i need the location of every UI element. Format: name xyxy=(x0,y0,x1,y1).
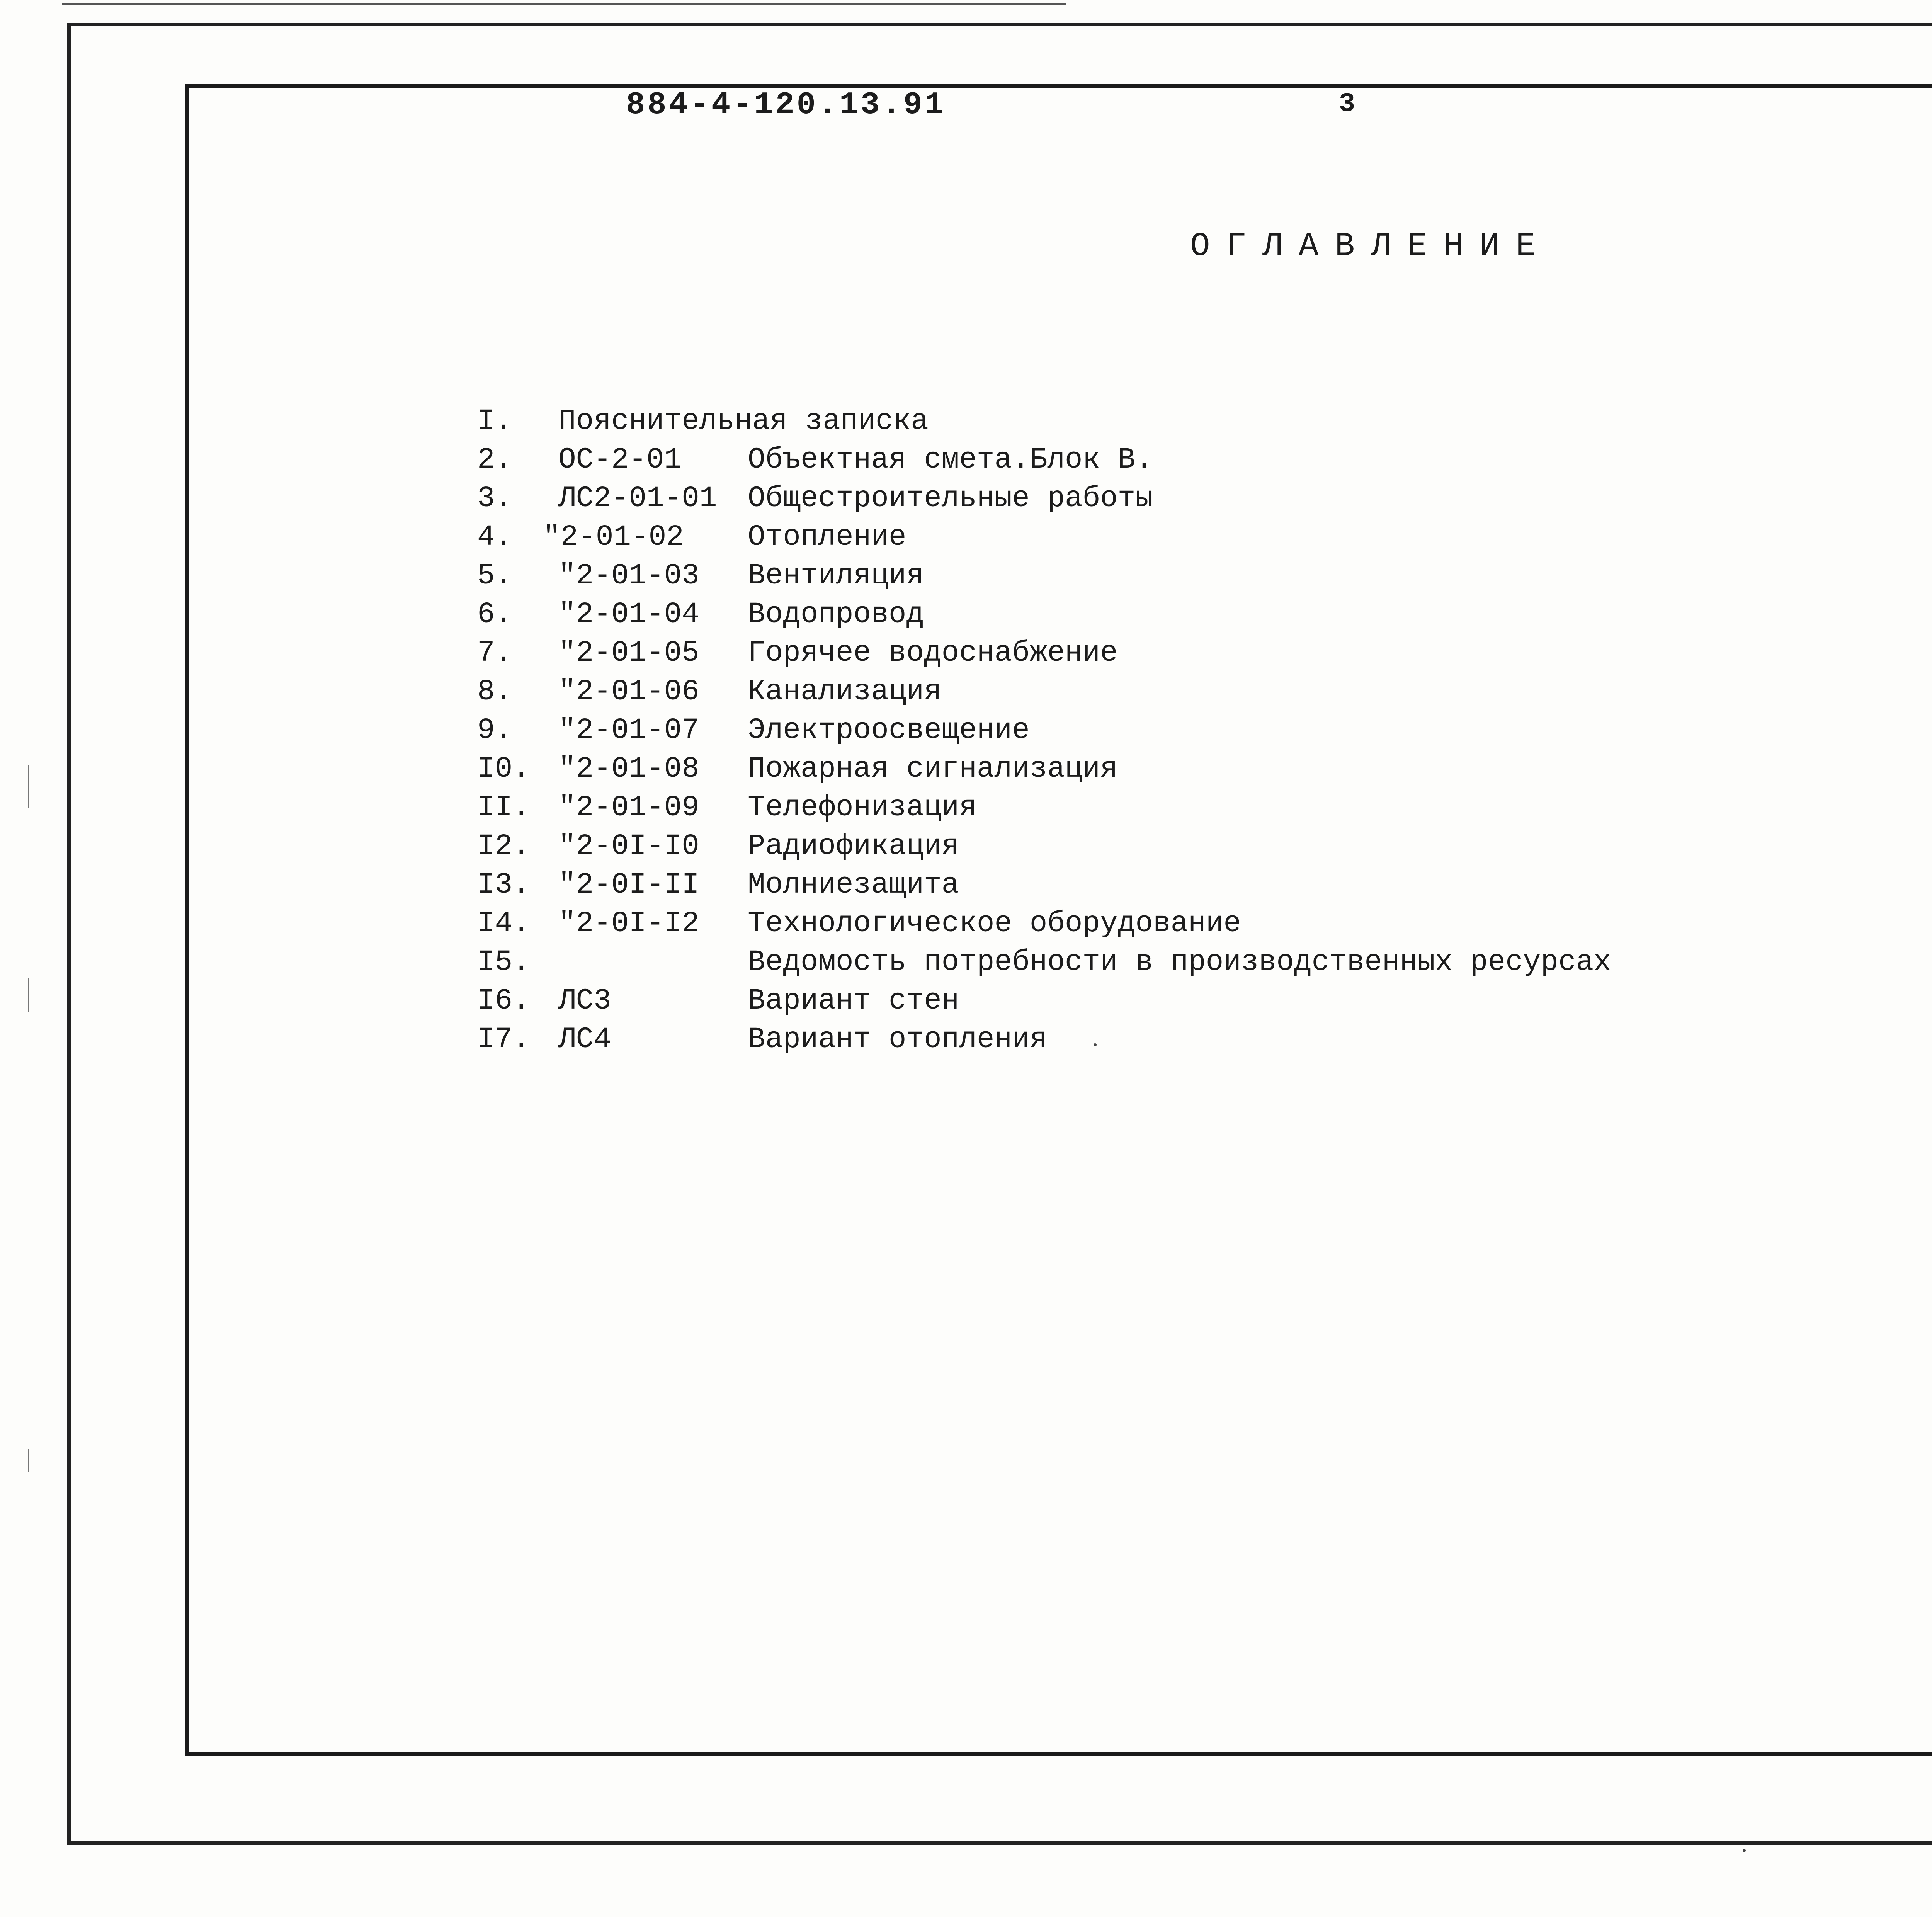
toc-number: 5. xyxy=(477,559,513,592)
toc-title: Молниезащита xyxy=(748,868,959,902)
toc-row xyxy=(0,827,1932,866)
toc-code: "2-01-06 xyxy=(558,675,699,708)
toc-row xyxy=(0,904,1932,943)
toc-code: ЛС2-01-01 xyxy=(558,482,717,515)
toc-title: Объектная смета.Блок В. xyxy=(748,443,1153,476)
toc-row xyxy=(0,479,1932,518)
toc-code: "2-0I-I2 xyxy=(558,907,699,940)
toc-title: Телефонизация xyxy=(748,791,977,824)
toc-row xyxy=(0,711,1932,750)
toc-title: Горячее водоснабжение xyxy=(748,636,1118,670)
toc-code: "2-01-08 xyxy=(558,752,699,786)
toc-number: I2. xyxy=(477,830,530,863)
toc-row xyxy=(0,518,1932,556)
toc-number: 2. xyxy=(477,443,513,476)
toc-title: Технологическое оборудование xyxy=(748,907,1242,940)
toc-number: 6. xyxy=(477,598,513,631)
toc-title: Отопление xyxy=(748,520,906,554)
toc-row xyxy=(0,981,1932,1020)
toc-code: "2-0I-II xyxy=(558,868,699,902)
toc-number: I3. xyxy=(477,868,530,902)
toc-number: I4. xyxy=(477,907,530,940)
toc-title: Водопровод xyxy=(748,598,924,631)
toc-code: "2-0I-I0 xyxy=(558,830,699,863)
toc-number: 4. xyxy=(477,520,513,554)
toc-code: "2-01-05 xyxy=(558,636,699,670)
toc-title: Общестроительные работы xyxy=(748,482,1153,515)
toc-title: Вентиляция xyxy=(748,559,924,592)
toc-row xyxy=(0,634,1932,672)
document-code: 884-4-120.13.91 xyxy=(626,87,946,123)
toc-number: II. xyxy=(477,791,530,824)
toc-row xyxy=(0,402,1932,441)
toc-code: "2-01-03 xyxy=(558,559,699,592)
toc-row xyxy=(0,595,1932,634)
toc-number: 8. xyxy=(477,675,513,708)
toc-row xyxy=(0,866,1932,904)
toc-title: Пояснительная записка xyxy=(558,405,929,438)
toc-number: 3. xyxy=(477,482,513,515)
toc-code: ОС-2-01 xyxy=(558,443,682,476)
toc-row xyxy=(0,556,1932,595)
toc-title: Радиофикация xyxy=(748,830,959,863)
toc-number: I. xyxy=(477,405,513,438)
toc-number: 7. xyxy=(477,636,513,670)
toc-code: "2-01-04 xyxy=(558,598,699,631)
toc-code: "2-01-07 xyxy=(558,714,699,747)
toc-code: "2-01-09 xyxy=(558,791,699,824)
toc-code: "2-01-02 xyxy=(543,520,684,554)
toc-title: Вариант стен xyxy=(748,984,959,1017)
toc-code: ЛС3 xyxy=(558,984,611,1017)
toc-row xyxy=(0,672,1932,711)
toc-number: 9. xyxy=(477,714,513,747)
toc-number: I6. xyxy=(477,984,530,1017)
toc-heading: ОГЛАВЛЕНИЕ xyxy=(1190,227,1552,265)
toc-number: I5. xyxy=(477,946,530,979)
toc-code: ЛС4 xyxy=(558,1023,611,1056)
toc-title: Электроосвещение xyxy=(748,714,1030,747)
toc-row xyxy=(0,1020,1932,1059)
toc-row xyxy=(0,441,1932,479)
toc-row xyxy=(0,750,1932,788)
toc-number: I0. xyxy=(477,752,530,786)
toc-number: I7. xyxy=(477,1023,530,1056)
toc-title: Ведомость потребности в производственных ресурсах xyxy=(748,946,1611,979)
toc-row xyxy=(0,943,1932,981)
toc-title: Пожарная сигнализация xyxy=(748,752,1118,786)
toc-row xyxy=(0,788,1932,827)
toc-title: Канализация xyxy=(748,675,942,708)
toc-title: Вариант отопления xyxy=(748,1023,1048,1056)
page-number: 3 xyxy=(1339,89,1355,119)
